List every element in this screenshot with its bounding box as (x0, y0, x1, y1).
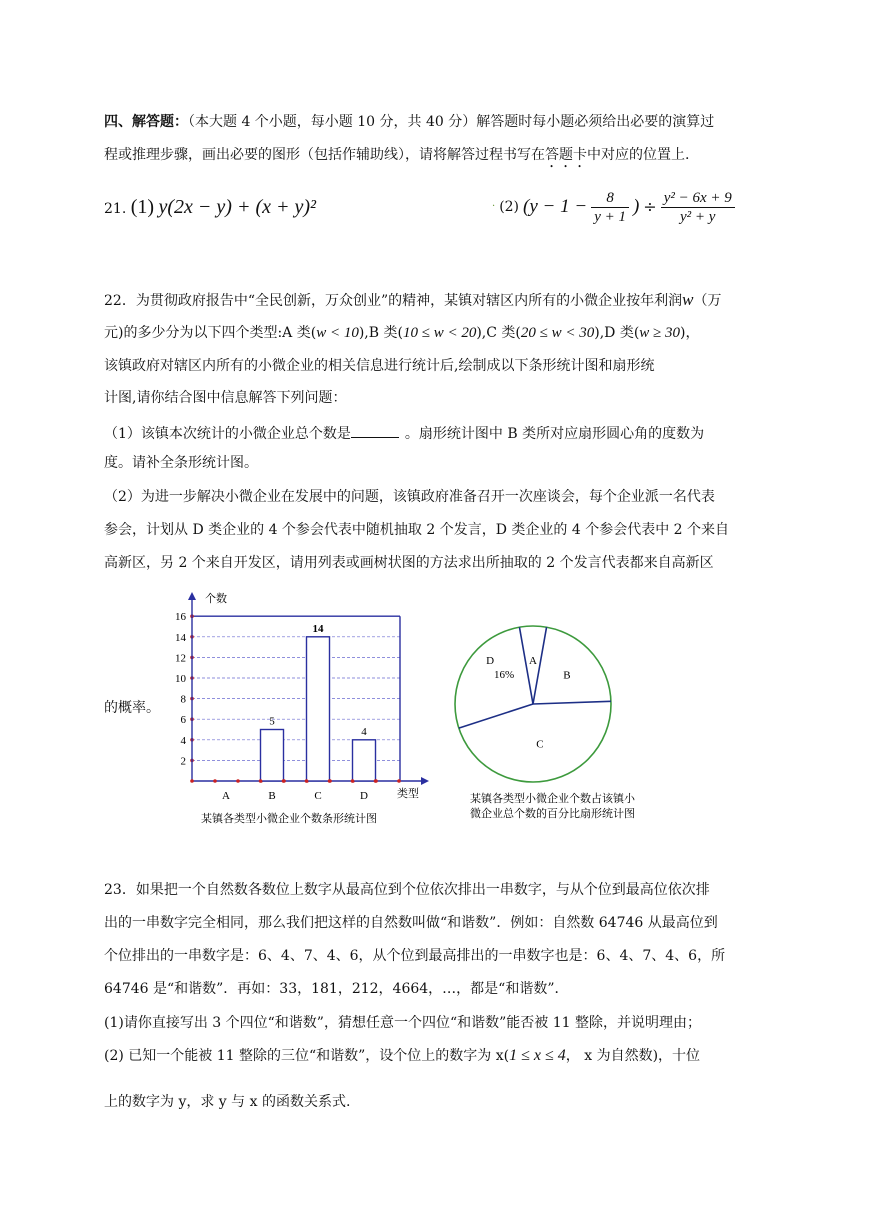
q21-part1-label: (1) (130, 196, 155, 218)
q23-part2-m: 1 ≤ x ≤ 4 (509, 1047, 566, 1064)
pie-caption-line-1: 某镇各类型小微企业个数占该镇小 (470, 793, 635, 805)
q22-line2-m4: w ≥ 30 (639, 325, 681, 341)
bar-base-dot (259, 779, 263, 783)
pie-percent-label: 16% (494, 669, 515, 681)
q21-part1-expr: y(2x − y) + (x + y)² (158, 196, 317, 218)
bar-x-tick-dot (190, 779, 194, 783)
bar-base-dot (305, 779, 309, 783)
bar-data-label-B: 5 (269, 715, 275, 728)
q22-part2-c: 高新区，另 2 个来自开发区，请用列表或画树状图的方法求出所抽取的 2 个发言代表都来自高新区 (104, 555, 714, 571)
section-intro-line-2 (104, 145, 689, 171)
bar-base-dot (351, 779, 355, 783)
bar-x-tick-dot (213, 779, 217, 783)
q21-part1 (104, 192, 316, 226)
q21-part2-div-num: y² − 6x + 9 (661, 189, 735, 208)
q22-part2-a: （2）为进一步解决小微企业在发展中的问题，该镇政府准备召开一次座谈会，每个企业派一名代表 (104, 489, 715, 505)
bar-base-dot (282, 779, 286, 783)
q22-part1-a: （1）该镇本次统计的小微企业总个数是 (104, 426, 351, 442)
q22-answer-blank (351, 421, 399, 438)
bar-x-tick-dot (236, 779, 240, 783)
q22-line-2 (104, 323, 700, 343)
bar-base-dot (328, 779, 332, 783)
bar-y-tick-label: 10 (175, 673, 186, 685)
bar-labels (222, 623, 368, 802)
q23-line-2: 出的一串数字完全相同，那么我们把这样的自然数叫做“和谐数”．例如：自然数 64746 从最高位到 (104, 915, 718, 931)
q21-bullet: · (492, 201, 496, 212)
pie-slice-label-A: A (529, 655, 537, 667)
q22-line2-d: ),D 类( (594, 325, 640, 341)
q22-line1-a: 22．为贯彻政府报告中“全民创新，万众创业”的精神，某镇对辖区内所有的小微企业按年利润 (104, 293, 683, 309)
q22-part1-c: 度。请补全条形统计图。 (104, 455, 258, 471)
q22-part2-b: 参会，计划从 D 类企业的 4 个参会代表中随机抽取 2 个发言，D 类企业的 4 个参会代表中 2 个来自 (104, 522, 730, 538)
q22-part1-b: 。扇形统计图中 B 类所对应扇形圆心角的度数为 (404, 426, 705, 442)
bar-base-dot (374, 779, 378, 783)
q21-part2-open: (y − 1 − (523, 196, 588, 217)
q22-line-3: 该镇政府对辖区内所有的小微企业的相关信息进行统计后,绘制成以下条形统计图和扇形统 (104, 358, 655, 374)
section-intro-a: （本大题 4 个小题，每小题 10 分，共 40 分）解答题时每小题必须给出必要的演算过 (188, 114, 715, 130)
bar-category-label-B: B (268, 790, 276, 802)
q21-part2-div-frac (661, 189, 735, 226)
q21-part2-frac (591, 189, 629, 226)
bar-category-label-C: C (314, 790, 322, 802)
section-title: 四、解答题： (104, 114, 188, 130)
bar-y-tick-label: 16 (175, 611, 186, 624)
bar-y-tick-label: 12 (175, 652, 186, 665)
q21-part2-div-den: y² + y (680, 208, 716, 225)
q22-line-1 (104, 290, 721, 311)
q22-line1-b: （万 (693, 293, 722, 309)
bar-y-arrow (188, 592, 196, 600)
pie-slice-label-D: D (486, 655, 495, 668)
q21-part2-close: ) (632, 196, 640, 217)
bar-chart (165, 590, 445, 830)
q22-line2-e: )， (680, 325, 700, 341)
q22-line2-c: ),C 类( (476, 325, 521, 341)
q23-part1: (1)请你直接写出 3 个四位“和谐数”，猜想任意一个四位“和谐数”能否被 11 整除，并说明理由； (104, 1015, 701, 1031)
section-intro-b-dot: 答题卡 (545, 147, 587, 163)
bar-y-tick-label: 14 (175, 631, 186, 644)
q22-line2-a: 元)的多少分为以下四个类型:A 类( (104, 325, 317, 341)
q23-part2-b: ， x 为自然数)，十位 (565, 1048, 701, 1064)
q21-divide: ÷ (643, 197, 657, 216)
bar-y-tick-label: 6 (180, 714, 186, 727)
bar-B (261, 730, 284, 782)
q22-part2-d: 的概率。 (104, 700, 160, 716)
pie-slice-label-B: B (563, 669, 571, 682)
q23-line-1: 23．如果把一个自然数各数位上数字从最高位到个位依次排出一串数字，与从个位到最高位依次排 (104, 882, 710, 898)
bar-ylabel: 个数 (205, 593, 227, 605)
q22-line1-var: w (682, 290, 694, 309)
q23-part2-line (104, 1046, 700, 1066)
q23-line-4: 64746 是“和谐数”．再如：33，181，212，4664，…，都是“和谐数”． (104, 981, 569, 997)
bar-data-label-D: 4 (361, 725, 367, 738)
bar-marks (259, 637, 378, 783)
pie-caption-line-2: 微企业总个数的百分比扇形统计图 (470, 808, 635, 820)
bar-axes (175, 592, 429, 785)
section-intro-b-pre: 程或推理步骤，画出必要的图形（包括作辅助线），请将解答过程书写在 (104, 147, 545, 163)
q21-number: 21. (104, 201, 127, 217)
bar-xlabel: 类型 (397, 788, 419, 800)
q23-line-3: 个位排出的一串数字是：6、4、7、4、6，从个位到最高排出的一串数字也是：6、4、7、4、6，所 (104, 948, 726, 964)
bar-x-tick-dot (397, 779, 401, 783)
pie-chart (450, 612, 680, 826)
bar-category-label-A: A (222, 790, 230, 802)
bar-caption: 某镇各类型小微企业个数条形统计图 (201, 813, 377, 825)
q23-part2-a: (2) 已知一个能被 11 整除的三位“和谐数”，设个位上的数字为 x( (104, 1048, 510, 1064)
q22-line2-m2: 10 ≤ w < 20 (402, 325, 477, 341)
pie-slice-label-C: C (536, 738, 544, 751)
q21-part2-frac-den: y + 1 (594, 208, 626, 225)
q22-line2-m1: w < 10 (316, 325, 359, 341)
q21-part2-label: (2) (499, 199, 520, 215)
q22-line2-b: ),B 类( (358, 325, 403, 341)
bar-category-label-D: D (360, 790, 368, 802)
section-intro-b-post: 中对应的位置上. (587, 147, 690, 163)
bar-C (307, 637, 330, 781)
q22-line2-m3: 20 ≤ w < 30 (520, 325, 595, 341)
bar-D (353, 740, 376, 781)
q22-part1-line (104, 421, 704, 444)
section-intro-line-1 (104, 112, 714, 132)
bar-x-arrow (421, 777, 429, 785)
q22-line-4: 计图,请你结合图中信息解答下列问题： (104, 390, 347, 406)
bar-y-tick-label: 8 (180, 693, 186, 706)
q21-part2 (492, 182, 735, 232)
q23-part2-c: 上的数字为 y，求 y 与 x 的函数关系式. (104, 1094, 351, 1110)
bar-y-tick-label: 4 (180, 734, 186, 747)
q21-part2-frac-num: 8 (591, 189, 629, 208)
bar-y-tick-label: 2 (180, 755, 186, 768)
bar-data-label-C: 14 (312, 622, 324, 635)
